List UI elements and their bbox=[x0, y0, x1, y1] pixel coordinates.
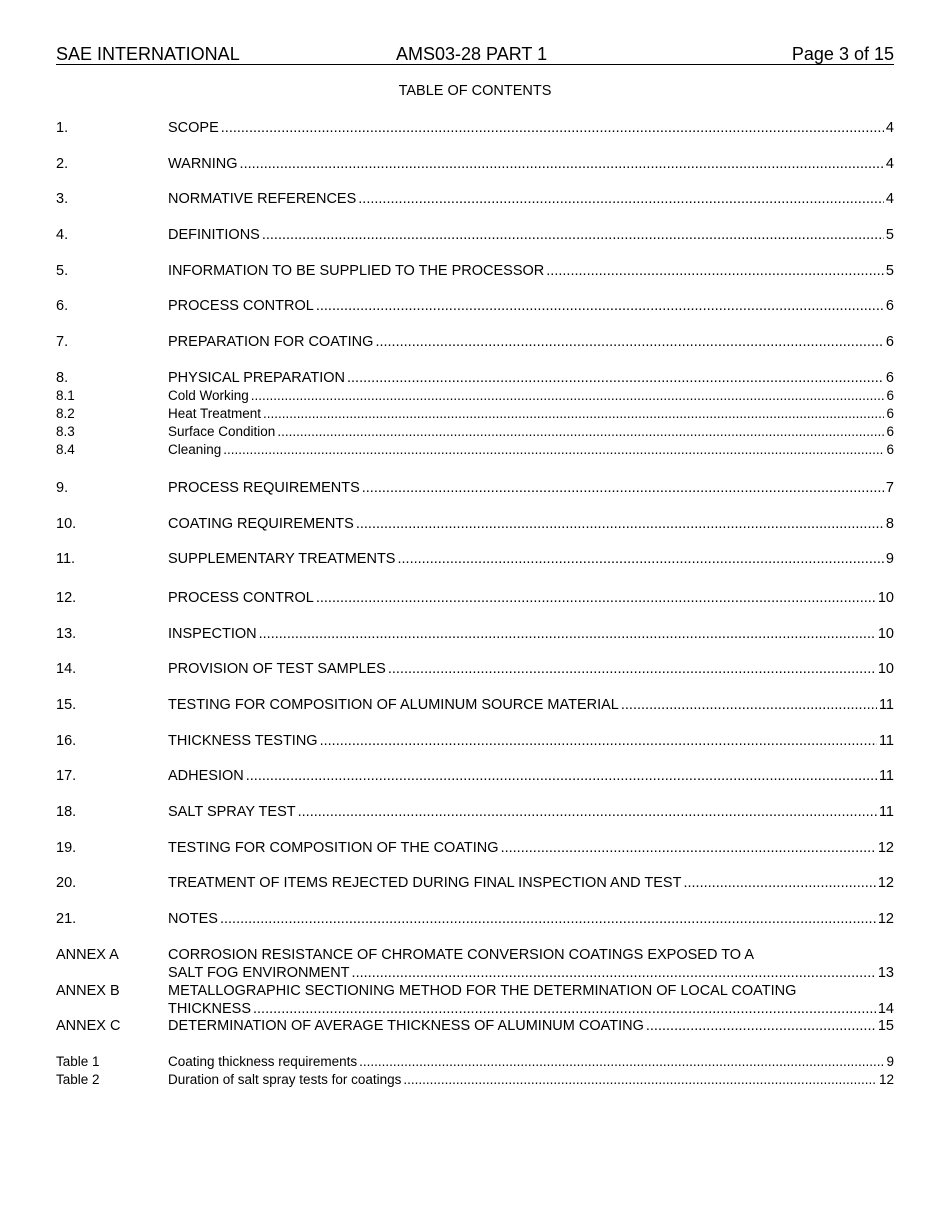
toc-entry-page: 10 bbox=[877, 626, 894, 642]
leader-dots bbox=[223, 441, 884, 459]
toc-entry-number: 9. bbox=[56, 480, 69, 496]
toc-entry-title-line1: METALLOGRAPHIC SECTIONING METHOD FOR THE DETERMINATION OF LOCAL COATING bbox=[168, 983, 797, 999]
toc-entry-page: 8 bbox=[885, 516, 894, 532]
leader-dots bbox=[263, 405, 884, 423]
toc-entry-title: THICKNESS bbox=[168, 1001, 251, 1017]
toc-entry-page: 6 bbox=[885, 370, 894, 386]
toc-entry-page: 4 bbox=[885, 120, 894, 136]
toc-entry-number: 6. bbox=[56, 298, 69, 314]
toc-entry-number: 8.4 bbox=[56, 442, 75, 457]
toc-entry-page: 6 bbox=[885, 334, 894, 350]
leader-dots bbox=[316, 589, 876, 607]
toc-entry-page: 11 bbox=[878, 768, 894, 784]
leader-dots bbox=[397, 550, 883, 568]
toc-entry-title: PREPARATION FOR COATING bbox=[168, 334, 374, 350]
toc-entry-title: DEFINITIONS bbox=[168, 227, 260, 243]
toc-entry-title: PROCESS CONTROL bbox=[168, 298, 314, 314]
toc-entry-page: 13 bbox=[877, 965, 894, 981]
toc-entry-page: 11 bbox=[878, 804, 894, 820]
toc-entry-title-line1: CORROSION RESISTANCE OF CHROMATE CONVERSION COATINGS EXPOSED TO A bbox=[168, 947, 754, 963]
toc-entry-page: 7 bbox=[885, 480, 894, 496]
toc-entry-page: 9 bbox=[886, 1054, 894, 1069]
leader-dots bbox=[375, 333, 883, 351]
toc-entry-page: 12 bbox=[877, 840, 894, 856]
toc-entry-title: SALT FOG ENVIRONMENT bbox=[168, 965, 350, 981]
leader-dots bbox=[362, 479, 884, 497]
toc-entry-number: 1. bbox=[56, 120, 69, 136]
toc-entry-title: Heat Treatment bbox=[168, 406, 262, 421]
toc-entry-title: ADHESION bbox=[168, 768, 244, 784]
toc-entry-title: Surface Condition bbox=[168, 424, 276, 439]
toc-entry-page: 6 bbox=[886, 442, 894, 457]
toc-entry-number: ANNEX C bbox=[56, 1018, 121, 1034]
toc-entry-number: 8.2 bbox=[56, 406, 75, 421]
leader-dots bbox=[683, 874, 875, 892]
toc-entry-number: 2. bbox=[56, 156, 69, 172]
toc-entry-page: 4 bbox=[885, 191, 894, 207]
toc-entry-number: 4. bbox=[56, 227, 69, 243]
toc-entry-number: 12. bbox=[56, 590, 77, 606]
toc-entry-number: Table 1 bbox=[56, 1054, 100, 1069]
toc-title: TABLE OF CONTENTS bbox=[398, 83, 552, 99]
leader-dots bbox=[320, 732, 877, 750]
toc-entry-number: 5. bbox=[56, 263, 69, 279]
leader-dots bbox=[621, 696, 877, 714]
leader-dots bbox=[298, 803, 877, 821]
toc-entry-title: PROCESS CONTROL bbox=[168, 590, 314, 606]
leader-dots bbox=[501, 839, 876, 857]
toc-entry-title: TESTING FOR COMPOSITION OF THE COATING bbox=[168, 840, 499, 856]
toc-entry-number: 21. bbox=[56, 911, 77, 927]
toc-entry-title: Cleaning bbox=[168, 442, 222, 457]
header-document-id: AMS03-28 PART 1 bbox=[396, 44, 548, 64]
toc-entry-page: 15 bbox=[877, 1018, 894, 1034]
toc-entry-page: 6 bbox=[885, 298, 894, 314]
toc-entry-title: TESTING FOR COMPOSITION OF ALUMINUM SOURCE MATERIAL bbox=[168, 697, 619, 713]
toc-entry-number: Table 2 bbox=[56, 1072, 100, 1087]
toc-entry-title: WARNING bbox=[168, 156, 238, 172]
toc-entry-page: 12 bbox=[878, 1072, 894, 1087]
toc-entry-number: 3. bbox=[56, 191, 69, 207]
toc-entry-title: SCOPE bbox=[168, 120, 219, 136]
leader-dots bbox=[546, 262, 884, 280]
toc-entry-number: 10. bbox=[56, 516, 77, 532]
toc-entry-page: 14 bbox=[877, 1001, 894, 1017]
leader-dots bbox=[359, 1053, 884, 1071]
leader-dots bbox=[277, 423, 884, 441]
toc-entry-number: ANNEX B bbox=[56, 983, 120, 999]
toc-entry-page: 6 bbox=[886, 406, 894, 421]
toc-entry-title: Duration of salt spray tests for coatings bbox=[168, 1072, 402, 1087]
leader-dots bbox=[388, 660, 876, 678]
toc-entry-number: 13. bbox=[56, 626, 77, 642]
toc-entry-page: 11 bbox=[878, 697, 894, 713]
toc-entry-page: 5 bbox=[885, 227, 894, 243]
toc-entry-title: PROCESS REQUIREMENTS bbox=[168, 480, 360, 496]
toc-entry-number: ANNEX A bbox=[56, 947, 119, 963]
leader-dots bbox=[352, 964, 876, 982]
toc-entry-number: 18. bbox=[56, 804, 77, 820]
leader-dots bbox=[240, 155, 884, 173]
leader-dots bbox=[220, 910, 876, 928]
leader-dots bbox=[358, 190, 884, 208]
toc-entry-title: COATING REQUIREMENTS bbox=[168, 516, 354, 532]
toc-entry-title: INSPECTION bbox=[168, 626, 257, 642]
toc-entry-title: Coating thickness requirements bbox=[168, 1054, 358, 1069]
toc-entry-number: 17. bbox=[56, 768, 77, 784]
toc-entry-number: 8. bbox=[56, 370, 69, 386]
leader-dots bbox=[221, 119, 884, 137]
toc-entry-title: NOTES bbox=[168, 911, 218, 927]
toc-entry-title: SUPPLEMENTARY TREATMENTS bbox=[168, 551, 396, 567]
leader-dots bbox=[316, 297, 884, 315]
toc-entry-page: 5 bbox=[885, 263, 894, 279]
toc-entry-page: 11 bbox=[878, 733, 894, 749]
toc-entry-number: 19. bbox=[56, 840, 77, 856]
toc-entry-page: 10 bbox=[877, 661, 894, 677]
leader-dots bbox=[251, 387, 885, 405]
toc-entry-title: THICKNESS TESTING bbox=[168, 733, 318, 749]
leader-dots bbox=[403, 1071, 877, 1089]
toc-entry-page: 10 bbox=[877, 590, 894, 606]
toc-entry-title: PHYSICAL PREPARATION bbox=[168, 370, 345, 386]
toc-entry-title: INFORMATION TO BE SUPPLIED TO THE PROCESSOR bbox=[168, 263, 545, 279]
leader-dots bbox=[262, 226, 884, 244]
toc-entry-number: 15. bbox=[56, 697, 77, 713]
toc-entry-number: 11. bbox=[56, 551, 76, 567]
header-page-number: Page 3 of 15 bbox=[791, 44, 894, 64]
toc-entry-title: PROVISION OF TEST SAMPLES bbox=[168, 661, 386, 677]
toc-entry-title: TREATMENT OF ITEMS REJECTED DURING FINAL INSPECTION AND TEST bbox=[168, 875, 682, 891]
header-organization: SAE INTERNATIONAL bbox=[56, 44, 240, 64]
page-header bbox=[56, 44, 894, 65]
toc-entry-title: NORMATIVE REFERENCES bbox=[168, 191, 357, 207]
leader-dots bbox=[253, 1000, 876, 1018]
toc-entry-title: DETERMINATION OF AVERAGE THICKNESS OF ALUMINUM COATING bbox=[168, 1018, 644, 1034]
toc-entry-page: 9 bbox=[885, 551, 894, 567]
toc-entry-number: 8.1 bbox=[56, 388, 75, 403]
toc-entry-number: 7. bbox=[56, 334, 69, 350]
toc-entry-page: 6 bbox=[886, 424, 894, 439]
toc-entry-number: 8.3 bbox=[56, 424, 75, 439]
leader-dots bbox=[246, 767, 877, 785]
toc-entry-number: 16. bbox=[56, 733, 77, 749]
toc-entry-number: 20. bbox=[56, 875, 77, 891]
toc-entry-page: 4 bbox=[885, 156, 894, 172]
leader-dots bbox=[646, 1017, 876, 1035]
leader-dots bbox=[259, 625, 876, 643]
toc-entry-title: Cold Working bbox=[168, 388, 249, 403]
toc-entry-page: 12 bbox=[877, 875, 894, 891]
toc-entry-page: 12 bbox=[877, 911, 894, 927]
toc-entry-title: SALT SPRAY TEST bbox=[168, 804, 296, 820]
leader-dots bbox=[347, 369, 884, 387]
toc-entry-number: 14. bbox=[56, 661, 77, 677]
toc-entry-page: 6 bbox=[886, 388, 894, 403]
leader-dots bbox=[356, 515, 884, 533]
